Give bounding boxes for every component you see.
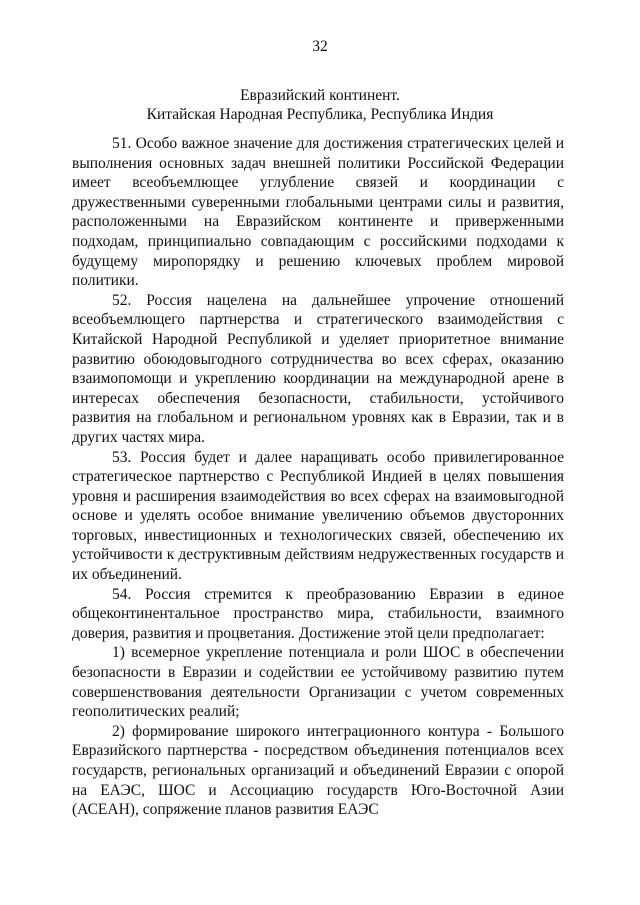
- list-item-2: 2) формирование широкого интеграционного контура - Большого Евразийского партнерства - посредством объединения потенциалов всех государств, региональных организаций и объединений Евразии с опорой на ЕАЭС, ШОС и Ассоциацию государств Юго-Восточной Азии (АСЕАН), сопряжение планов развития ЕАЭС: [72, 722, 564, 819]
- paragraph-51: 51. Особо важное значение для достижения стратегических целей и выполнения основных задач внешней политики Российской Федерации имеет всеобъемлющее углубление связей и координации с дружественными суверенными глобальными центрами силы и развития, расположенными на Евразийском континенте и приверженными подходам, принципиально совпадающим с российскими подходами к будущему миропорядку и решению ключевых проблем мировой политики.: [72, 135, 564, 290]
- section-title-line-1: Евразийский континент.: [240, 87, 400, 104]
- page-number: 32: [312, 38, 328, 55]
- section-title-line-2: Китайская Народная Республика, Республика Индия: [146, 106, 494, 123]
- section-title: [0, 86, 640, 124]
- paragraph-52: 52. Россия нацелена на дальнейшее упрочение отношений всеобъемлющего партнерства и стратегического взаимодействия с Китайской Народной Республикой и уделяет приоритетное внимание развитию обоюдовыгодного сотрудничества во всех сферах, оказанию взаимопомощи и укреплению координации на международной арене в интересах обеспечения безопасности, стабильности, устойчивого развития на глобальном и региональном уровнях как в Евразии, так и в других частях мира.: [72, 291, 564, 446]
- list-item-1: 1) всемерное укрепление потенциала и роли ШОС в обеспечении безопасности в Евразии и содействии ее устойчивому развитию путем совершенствования деятельности Организации с учетом современных геополитических реалий;: [72, 644, 564, 721]
- paragraph-53: 53. Россия будет и далее наращивать особо привилегированное стратегическое партнерство с Республикой Индией в целях повышения уровня и расширения взаимодействия во всех сферах на взаимовыгодной основе и уделять особое внимание увеличению объемов двусторонних торговых, инвестиционных и технологических связей, обеспечению их устойчивости к деструктивным действиям недружественных государств и их объединений.: [72, 448, 564, 584]
- paragraph-54: 54. Россия стремится к преобразованию Евразии в единое общеконтинентальное пространство мира, стабильности, взаимного доверия, развития и процветания. Достижение этой цели предполагает:: [72, 585, 564, 642]
- document-body: [72, 134, 564, 820]
